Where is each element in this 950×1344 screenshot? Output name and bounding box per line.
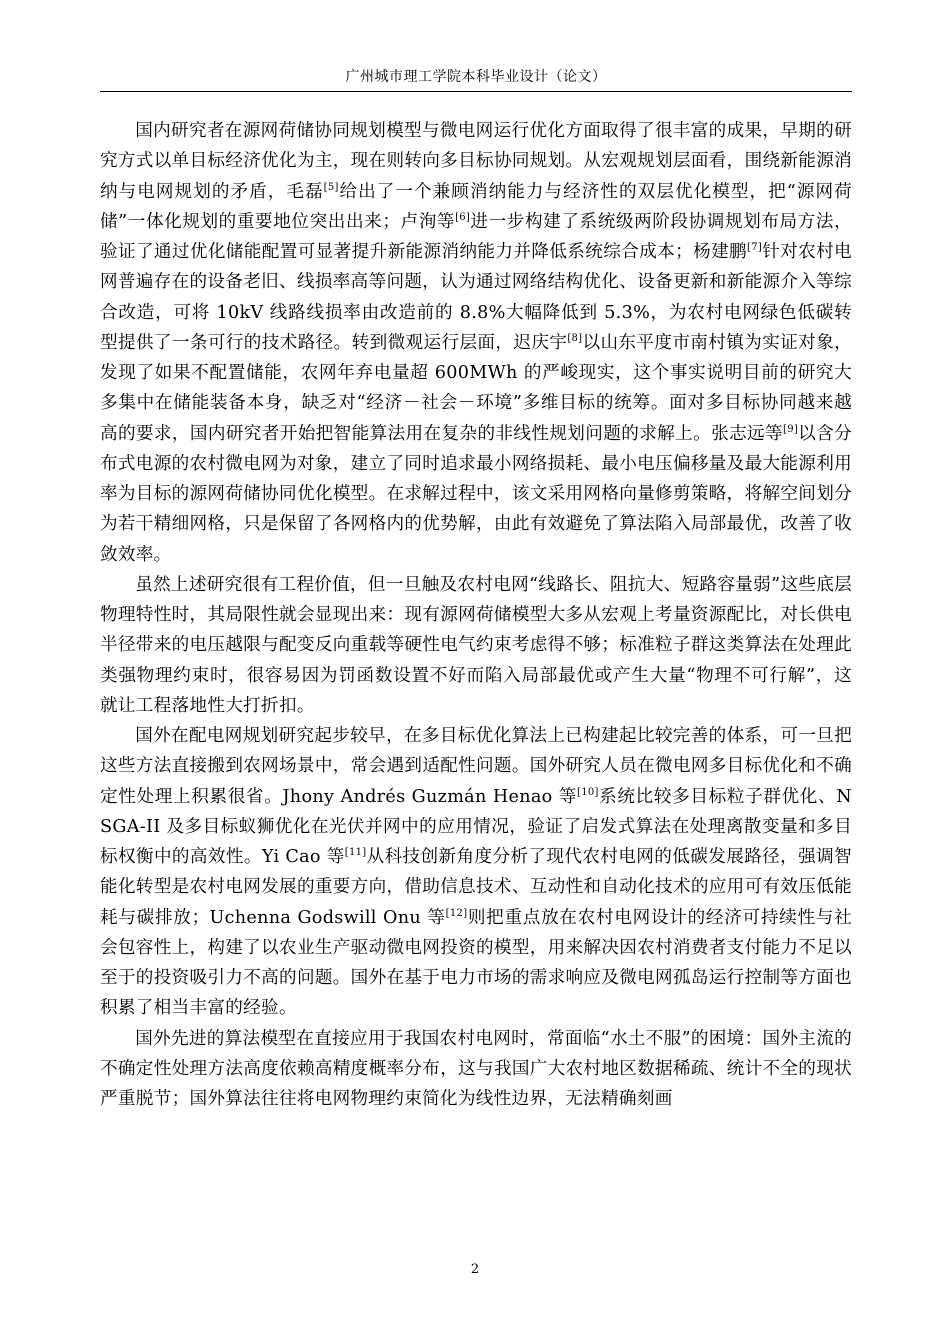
text-run: 进一步构建了系统级两阶段协调规划布局方法，验证了通过优化储能配置可显著提升新能源消纳能力并降低系统综合成本；杨建鹏 [100,211,852,262]
text-run: 国外先进的算法模型在直接应用于我国农村电网时，常面临“水土不服”的困境：国外主流的不确定性处理方法高度依赖高精度概率分布，这与我国广大农村地区数据稀疏、统计不全的现状严重脱节；国外算法往往将电网物理约束简化为线性边界，无法精确刻画 [100,1028,852,1109]
text-run: 国内研究者在源网荷储协同规划模型与微电网运行优化方面取得了很丰富的成果，早期的研究方式以单目标经济优化为主，现在则转向多目标协同规划。从宏观规划层面看，围绕新能源消纳与电网规划的矛盾，毛磊 [100,121,852,202]
citation: [10] [577,786,599,798]
text-run: 以山东平度市南村镇为实证对象，发现了如果不配置储能，农网年弃电量超 600MWh 的严峻现实，这个事实说明目前的研究大多集中在储能装备本身，缺乏对“经济－社会－环境”多维目标的统筹。面对多目标协同越来越高的要求，国内研究者开始把智能算法用在复杂的非线性规划问题的求解上。张志远等 [100,332,852,444]
citation: [9] [783,423,799,435]
text-run: 国外在配电网规划研究起步较早，在多目标优化算法上已构建起比较完善的体系，可一旦把这些方法直接搬到农网场景中，常会遇到适配性问题。国外研究人员在微电网多目标优化和不确定性处理上积累很省。Jhony Andrés Guzmán Henao 等 [100,726,852,807]
paragraph-2 [100,570,852,721]
text-run: 则把重点放在农村电网设计的经济可持续性与社会包容性上，构建了以农业生产驱动微电网投资的模型，用来解决因农村消费者支付能力不足以至于的投资吸引力不高的问题。国外在基于电力市场的需求响应及微电网孤岛运行控制等方面也积累了相当丰富的经验。 [100,907,853,1019]
citation: [12] [445,907,468,919]
citation: [7] [747,242,763,253]
running-header: 广州城市理工学院本科毕业设计（论文） [345,69,607,85]
paragraph-1 [100,116,852,570]
citation: [8] [567,332,583,344]
paragraph-4 [100,1024,852,1115]
citation: [11] [344,847,367,858]
text-run: 系统比较多目标粒子群优化、NSGA-II 及多目标蚁狮优化在光伏并网中的应用情况，验证了启发式算法在处理离散变量和多目标权衡中的高效性。Yi Cao 等 [100,786,852,867]
citation: [6] [455,211,471,223]
text-run: 虽然上述研究很有工程价值，但一旦触及农村电网“线路长、阻抗大、短路容量弱”这些底层物理特性时，其局限性就会显现出来：现有源网荷储模型大多从宏观上考量资源配比，对长供电半径带来的电压越限与配变反向重载等硬性电气约束考虑得不够；标准粒子群这类算法在处理此类强物理约束时，很容易因为罚函数设置不好而陷入局部最优或产生大量“物理不可行解”，这就让工程落地性大打折扣。 [100,574,852,716]
text-run: 从科技创新角度分析了现代农村电网的低碳发展路径，强调智能化转型是农村电网发展的重要方向，借助信息技术、互动性和自动化技术的应用可有效压低能耗与碳排放；Uchenna Godswill Onu 等 [100,847,853,928]
citation: [5] [323,181,339,193]
header-rule [100,91,852,92]
text-run: 针对农村电网普遍存在的设备老旧、线损率高等问题，认为通过网络结构优化、设备更新和新能源介入等综合改造，可将 10kV 线路线损率由改造前的 8.8%大幅降低到 5.3%，为农村电网绿色低碳转型提供了一条可行的技术路径。转到微观运行层面，迟庆宇 [100,242,852,353]
paragraph-3 [100,721,852,1024]
page-number: 2 [470,1262,480,1277]
body-text [100,116,852,1114]
text-run: 给出了一个兼顾消纳能力与经济性的双层优化模型，把“源网荷储”一体化规划的重要地位突出出来；卢洵等 [100,181,852,232]
text-run: 以含分布式电源的农村微电网为对象，建立了同时追求最小网络损耗、最小电压偏移量及最大能源利用率为目标的源网荷储协同优化模型。在求解过程中，该文采用网格向量修剪策略，将解空间划分为若干精细网格，只是保留了各网格内的优势解，由此有效避免了算法陷入局部最优，改善了收敛效率。 [100,423,852,565]
